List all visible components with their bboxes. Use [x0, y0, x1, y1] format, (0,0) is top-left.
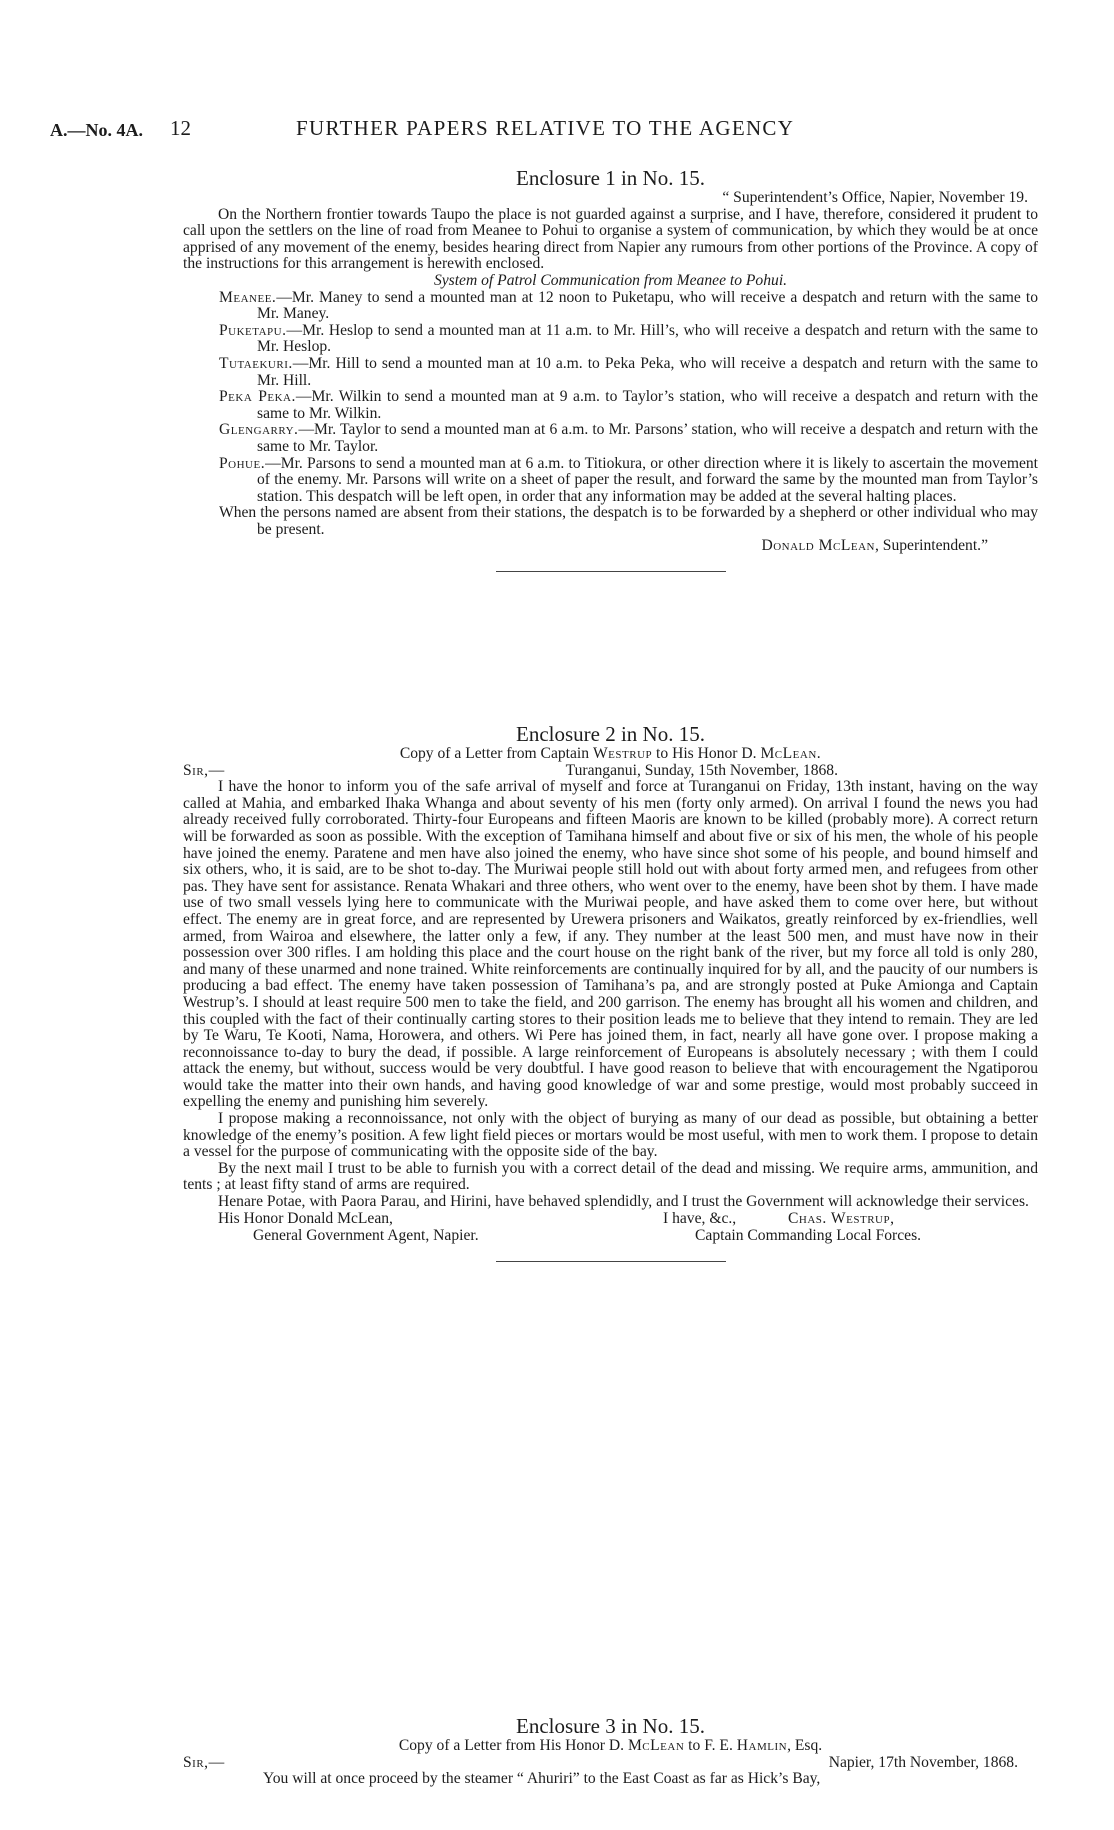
enclosure-1-dateline: “ Superintendent’s Office, Napier, November 19.	[722, 189, 1028, 206]
patrol-entry	[219, 323, 1038, 356]
place-name: Tutaekuri.	[219, 354, 293, 372]
subtitle-text: to His Honor D.	[652, 745, 761, 762]
enclosure-3-subtitle	[183, 1738, 1038, 1755]
place-name: Meanee.	[219, 288, 277, 306]
letter-paragraph: By the next mail I trust to be able to furnish you with a correct detail of the dead and missing. We require arms, ammunition, and tents ; at least fifty stand of arms are required.	[183, 1159, 1038, 1194]
patrol-list	[183, 290, 1038, 539]
signatory-title: , Superintendent.”	[874, 537, 988, 555]
entry-text: —Mr. Taylor to send a mounted man at 6 a.m. to Mr. Parsons’ station, who will receive a despatch and return with the same to Mr. Taylor.	[257, 421, 1038, 455]
sender-name: Westrup	[592, 745, 653, 762]
signature-block	[183, 1211, 1038, 1261]
addressee-line: His Honor Donald McLean,	[218, 1209, 393, 1227]
page-number: 12	[170, 116, 191, 140]
section-divider	[496, 1261, 726, 1262]
enclosure-3-title: Enclosure 3 in No. 15.	[516, 1714, 705, 1738]
place-name: Pohue.	[219, 454, 266, 472]
place-name: Peka Peka.	[219, 388, 296, 406]
enclosure-1	[183, 166, 1038, 584]
letter-paragraph: You will at once proceed by the steamer “ Ahuriri” to the East Coast as far as Hick’s Bay,	[263, 1770, 821, 1788]
subtitle-text: Copy of a Letter from His Honor D.	[398, 1737, 628, 1754]
entry-text: —Mr. Hill to send a mounted man at 10 a.m. to Peka Peka, who will receive a despatch and return with the same to Mr. Hill.	[257, 354, 1038, 389]
addressee-line: General Government Agent, Napier.	[253, 1226, 479, 1244]
place-name: Puketapu.	[219, 321, 287, 339]
enclosure-2-title: Enclosure 2 in No. 15.	[516, 722, 705, 746]
subtitle-text: to F. E.	[684, 1737, 737, 1754]
running-title: FURTHER PAPERS RELATIVE TO THE AGENCY	[296, 116, 795, 140]
subtitle-text: Copy of a Letter from Captain	[399, 745, 593, 762]
letter-dateline: Napier, 17th November, 1868.	[828, 1753, 1018, 1771]
enclosure-3	[183, 1714, 1038, 1788]
closing-instruction: When the persons named are absent from their stations, the despatch is to be forwarded by a shepherd or other individual who may be present.	[219, 504, 1038, 538]
entry-text: —Mr. Maney to send a mounted man at 12 noon to Puketapu, who will receive a despatch and return with the same to Mr. Maney.	[257, 288, 1038, 323]
enclosure-1-title: Enclosure 1 in No. 15.	[516, 166, 705, 190]
salutation-row	[183, 1755, 1038, 1772]
letter-paragraph: I propose making a reconnoissance, not only with the object of burying as many of our dead as possible, but obtaining a better knowledge of the enemy’s position. A few light field pieces or mortars would be most useful, with men to work them. I propose to detain a vessel for the purpose of communicating with the opposite side of the bay.	[183, 1110, 1038, 1161]
complimentary-close: I have, &c.,	[663, 1209, 737, 1227]
signatory-name: Chas. Westrup,	[788, 1209, 895, 1227]
patrol-entry	[219, 456, 1038, 506]
salutation: Sir,—	[183, 1753, 225, 1771]
page-header	[0, 116, 1114, 150]
patrol-entry	[219, 422, 1038, 455]
entry-text: —Mr. Parsons to send a mounted man at 6 a.m. to Titiokura, or other direction where it is likely to ascertain the movement of the enemy. Mr. Parsons will write on a sheet of paper the result, and forward the same by the mounted man from Taylor’s station. This despatch will be left open, in order that any information may be added at the several halting places.	[257, 454, 1038, 505]
enclosure-2	[183, 722, 1038, 1274]
recipient-name: Hamlin	[736, 1737, 788, 1754]
patrol-entry	[219, 290, 1038, 323]
signatory-title: Captain Commanding Local Forces.	[695, 1226, 922, 1244]
signatory-name: Donald McLean	[761, 537, 875, 555]
document-reference: A.—No. 4A.	[50, 120, 143, 140]
letter-paragraph: I have the honor to inform you of the safe arrival of myself and force at Turanganui on Friday, 13th instant, having on the way called at Mahia, and embarked Ihaka Whanga and about seventy of his men (forty only armed). On arrival I found the news you had already received fully corroborated. Thirty-four Europeans and fifteen Maoris are known to be killed (probably more). A correct return will be forwarded as soon as possible. With the exception of Tamihana himself and about five or six of his men, the whole of his people have joined the enemy. Paratene and men have also joined the enemy, who have since shot some of his people, and bound himself and six others, who, it is said, are to be shot to-day. The Muriwai people still hold out with about forty armed men, and refugees from other pas. They have sent for assistance. Renata Whakari and three others, who went over to the enemy, have been shot by them. I have made use of two small vessels lying here to communicate with the Muriwai people, and have asked them to come over here, but without effect. The enemy are in great force, and are represented by Urewera prisoners and Waikatos, greatly reinforced by ex-friendlies, well armed, from Wairoa and elsewhere, the latter only a few, if any. They number at the least 500 men, and must have now in their possession over 300 rifles. I am holding this place and the court house on the right bank of the river, but my force all told is only 280, and many of these unarmed and none trained. White reinforcements are continually inquired for by all, and the paucity of our numbers is producing a bad effect. The enemy have taken possession of Tamihana’s pa, and are strongly posted at Puke Amionga and Captain Westrup’s. I should at least require 500 men to take the field, and 200 garrison. The enemy has brought all his women and children, and this coupled with the fact of their continually carting stores to their position leads me to believe that they intend to remain. They are led by Te Waru, Te Kooti, Nama, Horowera, and others. Wi Pere has joined them, in fact, nearly all have gone over. I propose making a reconnoissance to-day to bury the dead, if possible. A large reinforcement of Europeans is absolutely necessary ; with them I could attack the enemy, but without, success would be very doubtful. I have good reason to believe that with encouragement the Ngatiporou would take the matter into their own hands, and having good knowledge of war and some prestige, would most probably succeed in expelling the enemy and punishing him severely.	[183, 778, 1038, 1111]
letter-paragraph: Henare Potae, with Paora Parau, and Hirini, have behaved splendidly, and I trust the Government will acknowledge their services.	[218, 1193, 1029, 1211]
salutation: Sir,—	[183, 761, 225, 779]
letter-dateline: Turanganui, Sunday, 15th November, 1868.	[565, 761, 838, 779]
recipient-name: McLean.	[760, 745, 822, 762]
subtitle-text: , Esq.	[787, 1737, 823, 1754]
section-divider	[496, 571, 726, 572]
enclosure-2-subtitle	[183, 746, 1038, 763]
entry-text: —Mr. Heslop to send a mounted man at 11 a.m. to Mr. Hill’s, who will receive a despatch and return with the same to Mr. Heslop.	[257, 321, 1038, 356]
patrol-subtitle: System of Patrol Communication from Meanee to Pohui.	[433, 271, 788, 289]
salutation-row	[183, 763, 1038, 780]
entry-text: —Mr. Wilkin to send a mounted man at 9 a.m. to Taylor’s station, who will receive a despatch and return with the same to Mr. Wilkin.	[257, 388, 1039, 422]
sender-name: McLean	[627, 1737, 685, 1754]
patrol-entry	[219, 389, 1038, 422]
patrol-entry	[219, 356, 1038, 389]
enclosure-1-intro: On the Northern frontier towards Taupo the place is not guarded against a surprise, and I have, therefore, considered it prudent to call upon the settlers on the line of road from Meanee to Pohui to organise a system of communication, by which they would be at once apprised of any movement of the enemy, besides hearing direct from Napier any rumours from other portions of the Province. A copy of the instructions for this arrangement is herewith enclosed.	[183, 205, 1038, 273]
enclosure-1-signature	[183, 538, 1038, 555]
place-name: Glengarry.	[219, 421, 299, 439]
